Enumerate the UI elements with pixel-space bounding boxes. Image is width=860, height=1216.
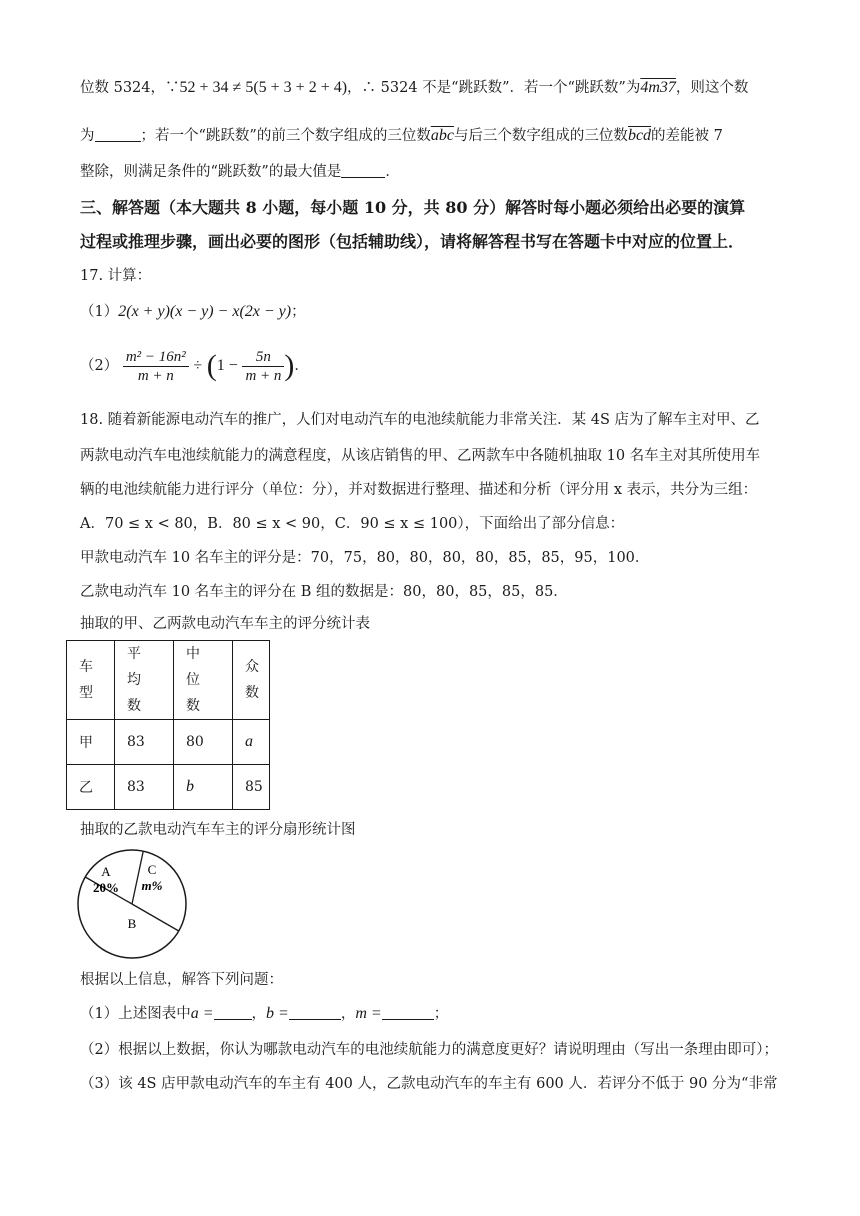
text: ；若一个“跳跃数”的前三个数字组成的三位数 [140,128,431,144]
text: 的差能被 7 [651,128,723,144]
intro-line-2 [80,126,780,146]
answer-blank [289,1005,341,1020]
pie-caption: 抽取的乙款电动汽车车主的评分扇形统计图 [80,822,356,838]
q17-title: 17. 计算： [80,268,152,284]
var-a: a = [190,1005,214,1022]
label: （2） [80,358,119,374]
numerator: m² − 16n² [123,348,189,367]
label: （1）上述图表中 [80,1006,191,1022]
denominator: m + n [245,367,282,384]
table-row [67,765,270,810]
q18-sub-2: （2）根据以上数据，你认为哪款电动汽车的电池续航能力的满意度更好？请说明理由（写出一条理由即可）； [80,1042,778,1058]
table-cell: 甲 [67,720,115,765]
header-text: 中位数 [186,646,206,714]
header-cell [233,641,270,720]
score-stats-table [66,640,270,810]
text: ； [433,1006,449,1022]
q17-part-1 [80,302,780,322]
text: 与后三个数字组成的三位数 [453,128,628,144]
q18-line-2: 两款电动汽车电池续航能力的满意程度，从该店销售的甲、乙两款车中各随机抽取 10 名车主对其所使用车 [80,448,761,464]
divide-sign: ÷ [193,357,203,374]
math-expression: 52 + 34 ≠ 5(5 + 3 + 2 + 4) [179,79,348,96]
paren-left: ( [206,349,217,382]
paren-right: ) [284,349,295,382]
slice-label-a: A [101,864,111,879]
table-cell: 83 [115,720,174,765]
math-expression: 2(x + y)(x − y) − x(2x − y) [118,303,292,320]
text: 为 [80,128,95,144]
q18-line-1: 18. 随着新能源电动汽车的推广，人们对电动汽车的电池续航能力非常关注．某 4S 店为了解车主对甲、乙 [80,412,760,428]
answer-blank [382,1005,434,1020]
slice-pct-c: m% [141,878,163,893]
text: ． [385,164,400,180]
header-text: 车型 [79,659,93,701]
answer-blank [95,127,141,142]
overlined-abc: $\overline{abc}$ [430,127,454,144]
q18-line-3: 辆的电池续航能力进行评分（单位：分），并对数据进行整理、描述和分析（评分用 x 表示，共分为三组： [80,482,758,498]
text: 整除，则满足条件的“跳跃数”的最大值是 [80,164,342,180]
denominator: m + n [137,367,174,384]
slice-label-b: B [127,916,137,931]
var-b: b = [266,1005,289,1022]
table-cell: b [174,765,233,810]
table-cell: 乙 [67,765,115,810]
answer-blank [214,1005,252,1020]
text: ． [294,358,309,374]
table-cell: 85 [233,765,270,810]
section-heading-line-2: 过程或推理步骤，画出必要的图形（包括辅助线），请将解答程书写在答题卡中对应的位置上． [80,232,745,251]
header-text: 众数 [245,659,259,701]
table-header-row [67,641,270,720]
answer-blank [341,163,385,178]
q18-line-6: 乙款电动汽车 10 名车主的评分在 B 组的数据是：80，80，85，85，85． [80,584,568,600]
intro-line-1 [80,78,780,98]
table-cell: 80 [174,720,233,765]
var-m: m = [355,1005,382,1022]
table-cell: 83 [115,765,174,810]
overlined-number: 4m37 [640,79,676,96]
header-cell [174,641,233,720]
numerator: 5n [242,348,284,367]
slice-pct-a: 20% [93,880,119,895]
slice-label-c: C [147,862,157,877]
q18-after: 根据以上信息，解答下列问题： [80,972,283,988]
text: ， [251,1006,267,1022]
q18-sub-3: （3）该 4S 店甲款电动汽车的车主有 400 人，乙款电动汽车的车主有 600 人．若评分不低于 90 分为“非常 [80,1076,778,1092]
table-cell: a [233,720,270,765]
header-cell [115,641,174,720]
intro-line-3 [80,162,780,182]
header-text: 平均数 [127,646,147,714]
section-heading-line-1: 三、解答题（本大题共 8 小题，每小题 10 分，共 80 分）解答时每小题必须给出必要的演算 [80,198,746,217]
q18-line-4: A．70 ≤ x < 80，B．80 ≤ x < 90，C．90 ≤ x ≤ 100），下面给出了部分信息： [80,516,625,532]
overlined-bcd: $\overline{bcd}$ [627,127,652,144]
header-cell [67,641,115,720]
label: （1） [80,304,119,320]
q18-line-5: 甲款电动汽车 10 名车主的评分是：70，75，80，80，80，80，85，85，95，100． [80,550,650,566]
q17-part-2 [80,344,780,388]
table-caption: 抽取的甲、乙两款电动汽车车主的评分统计表 [80,616,370,632]
text: 位数 5324，∵ [80,80,180,96]
text: ，则这个数 [675,80,749,96]
text: ， [340,1006,356,1022]
fraction [123,348,189,385]
text: 1 − [216,357,238,374]
score-pie-chart [76,848,188,960]
q18-sub-1 [80,1004,780,1024]
text: ； [291,304,306,320]
text: ，∴ 5324 不是“跳跃数”．若一个“跳跃数”为 [347,80,641,96]
table-row [67,720,270,765]
fraction [242,348,284,385]
